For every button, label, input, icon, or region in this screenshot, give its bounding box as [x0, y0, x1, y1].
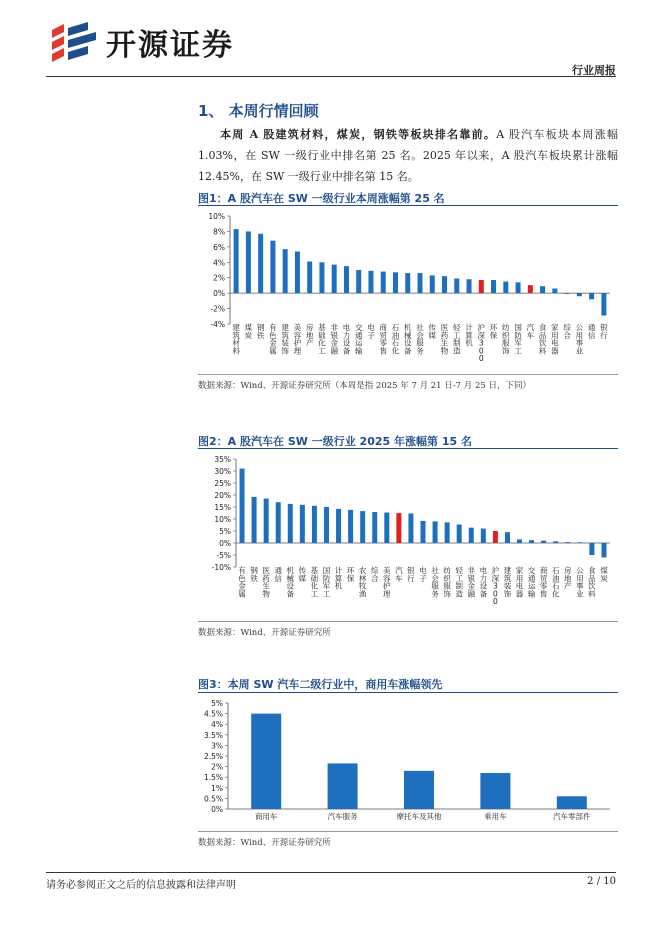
x-tick-label: 农林牧渔 [358, 566, 367, 599]
x-tick-label: 房地产 [564, 566, 572, 591]
bar [577, 293, 582, 296]
bar [528, 285, 533, 293]
bar [396, 513, 401, 543]
y-tick-label: 2% [213, 273, 225, 283]
y-tick-label: 8% [213, 227, 225, 237]
bar [360, 511, 365, 543]
x-tick-label: 沪深 3 0 0 [477, 323, 486, 364]
x-tick-label: 有色金属 [269, 323, 277, 356]
bar [384, 513, 389, 543]
bar [503, 282, 508, 294]
summary-text: A 股汽车板块本周涨幅 1.03%，在 SW 一级行业中排名第 25 名。2025 年以来，A 股汽车板块累计涨幅 12.45%，在 SW 一级行业中排名第 15 名。 [198, 128, 618, 183]
bar [469, 528, 474, 543]
figure-3-chart [198, 693, 618, 831]
bar [601, 543, 606, 557]
x-tick-label: 医药生物 [262, 566, 270, 599]
bar [234, 229, 239, 293]
bar [324, 507, 329, 543]
y-tick-label: 10% [214, 515, 231, 524]
x-tick-label: 计算机 [465, 323, 473, 348]
y-tick-label: 6% [213, 242, 225, 252]
y-tick-label: 2.5% [203, 752, 223, 761]
figure-2-title: 图2：A 股汽车在 SW 一级行业 2025 年涨幅第 15 名 [198, 435, 472, 448]
x-tick-label: 计算机 [334, 566, 343, 591]
bar [264, 499, 269, 543]
bar [408, 513, 413, 543]
x-tick-label: 医药生物 [440, 323, 449, 356]
x-tick-label: 交通运输 [527, 566, 536, 599]
bar [421, 521, 426, 543]
summary-bold: 本周 A 股建筑材料，煤炭，钢铁等板块排名靠前。 [220, 128, 497, 141]
x-tick-label: 建筑材料 [232, 323, 240, 356]
bar [252, 497, 257, 543]
x-tick-label: 公用事业 [575, 323, 584, 356]
footer-disclaimer: 请务必参阅正文之后的信息披露和法律声明 [46, 880, 236, 891]
y-tick-label: 20% [214, 491, 231, 500]
bar [557, 796, 587, 809]
x-tick-label: 银行 [407, 566, 415, 583]
bar [328, 763, 358, 809]
bar [493, 531, 498, 543]
y-tick-label: 15% [214, 503, 231, 512]
x-tick-label: 石油石化 [391, 323, 400, 356]
x-tick-label: 基础化工 [310, 566, 319, 599]
figure-2-chart [198, 449, 618, 621]
x-tick-label: 社会服务 [416, 323, 424, 356]
y-tick-label: 30% [214, 467, 231, 476]
bar [251, 714, 281, 809]
section-title: 1、 本周行情回顾 [198, 102, 319, 120]
x-tick-label: 社会服务 [431, 566, 439, 599]
y-tick-label: -2% [210, 304, 225, 314]
x-tick-label: 房地产 [305, 323, 314, 348]
bar [312, 506, 317, 543]
y-tick-label: 4.5% [203, 709, 223, 719]
x-tick-label: 汽车 [526, 323, 535, 340]
x-tick-label: 商贸零售 [539, 566, 548, 599]
x-tick-label: 通信 [274, 566, 282, 583]
y-tick-label: 1% [211, 783, 223, 793]
bar [336, 509, 341, 543]
chart-3-svg [198, 693, 618, 831]
figure-1-chart [198, 206, 618, 374]
x-tick-label: 环保 [346, 566, 355, 583]
brand-name: 开源证券 [106, 28, 234, 63]
bar [433, 521, 438, 543]
x-tick-label: 环保 [489, 323, 498, 340]
bar [529, 540, 534, 543]
x-tick-label: 电力设备 [479, 566, 488, 599]
bar [480, 773, 510, 809]
bar [541, 541, 546, 543]
bar [405, 273, 410, 293]
x-tick-label: 商用车 [254, 812, 278, 821]
bar [307, 262, 312, 294]
x-tick-label: 纺织服饰 [502, 323, 510, 356]
x-tick-label: 综合 [370, 566, 379, 583]
bar [505, 532, 510, 543]
y-tick-label: 4% [213, 258, 225, 268]
x-tick-label: 钢铁 [256, 323, 265, 340]
bar [270, 241, 275, 293]
x-tick-label: 商贸零售 [379, 323, 387, 356]
bar [283, 249, 288, 293]
bar [404, 771, 434, 809]
chart-1-svg [198, 206, 618, 374]
bar [577, 542, 582, 543]
bar [258, 234, 263, 293]
bar [295, 251, 300, 293]
y-tick-label: 3.5% [203, 730, 223, 740]
y-tick-label: 0% [219, 539, 231, 548]
bar [430, 275, 435, 293]
y-tick-label: 25% [214, 479, 231, 488]
x-tick-label: 非银金融 [330, 323, 338, 356]
x-tick-label: 电力设备 [342, 323, 351, 356]
x-tick-label: 轻工制造 [453, 323, 461, 356]
y-tick-label: -4% [210, 320, 225, 329]
x-tick-label: 建筑装饰 [281, 323, 289, 356]
y-tick-label: 10% [208, 212, 225, 221]
x-tick-label: 轻工制造 [455, 566, 463, 599]
x-tick-label: 交通运输 [354, 323, 363, 356]
x-tick-label: 国防军工 [514, 323, 522, 356]
x-tick-label: 汽车服务 [327, 812, 358, 821]
y-tick-label: 1.5% [203, 773, 223, 783]
bar [418, 273, 423, 293]
x-tick-label: 建筑装饰 [503, 566, 512, 599]
x-tick-label: 煤炭 [244, 323, 253, 340]
y-tick-label: 0.5% [203, 794, 223, 804]
chart-2-svg [198, 449, 618, 621]
x-tick-label: 美容护理 [293, 323, 302, 356]
x-tick-label: 通信 [587, 323, 596, 340]
bar [372, 512, 377, 543]
x-tick-label: 国防军工 [322, 566, 331, 599]
bar [552, 289, 557, 294]
bar [601, 293, 606, 315]
x-tick-label: 沪深 3 0 0 [491, 566, 500, 607]
bar [491, 280, 496, 293]
x-tick-label: 美容护理 [383, 566, 391, 599]
y-tick-label: 3% [211, 741, 223, 751]
x-tick-label: 汽车 [395, 566, 403, 583]
x-tick-label: 公用事业 [576, 566, 584, 599]
figure-3-title: 图3：本周 SW 汽车二级行业中，商用车涨幅领先 [198, 678, 443, 691]
figure-3-source: 数据来源：Wind、开源证券研究所 [198, 838, 331, 848]
figure-2-source: 数据来源：Wind、开源证券研究所 [198, 628, 331, 638]
x-tick-label: 基础化工 [318, 323, 326, 356]
bar [442, 276, 447, 293]
header-divider [46, 76, 616, 77]
bar [553, 541, 558, 543]
y-tick-label: 4% [211, 720, 223, 730]
summary-paragraph [198, 124, 618, 187]
figure-2-bottom-rule [198, 621, 618, 622]
bar [467, 279, 472, 293]
footer-divider [46, 872, 616, 873]
bar [240, 469, 245, 543]
x-tick-label: 摩托车及其他 [396, 812, 442, 821]
x-tick-label: 非银金融 [467, 566, 476, 599]
bar [589, 293, 594, 299]
y-tick-label: 0% [213, 289, 225, 299]
x-tick-label: 煤炭 [600, 566, 608, 583]
bar [276, 502, 281, 543]
bar [356, 270, 361, 293]
bar [540, 286, 545, 293]
x-tick-label: 家用电器 [515, 566, 524, 599]
bar [393, 272, 398, 293]
bar [516, 282, 521, 293]
figure-1-source: 数据来源：Wind、开源证券研究所（本周是指 2025 年 7 月 21 日-7 月 25 日，下同） [198, 381, 531, 391]
y-tick-label: 5% [211, 699, 223, 708]
x-tick-label: 银行 [600, 323, 608, 340]
y-tick-label: -5% [216, 551, 231, 560]
x-tick-label: 钢铁 [250, 566, 258, 583]
x-tick-label: 传媒 [428, 323, 437, 340]
y-tick-label: 0% [211, 805, 223, 814]
x-tick-label: 综合 [563, 323, 571, 340]
x-tick-label: 食品饮料 [538, 323, 547, 356]
bar [454, 278, 459, 293]
bar [445, 522, 450, 543]
x-tick-label: 家用电器 [551, 323, 559, 356]
x-tick-label: 有色金属 [238, 566, 246, 599]
y-tick-label: -10% [211, 563, 231, 572]
x-tick-label: 石油石化 [551, 566, 560, 599]
bar [368, 271, 373, 293]
y-tick-label: 5% [219, 527, 231, 536]
bar [481, 529, 486, 543]
report-type-label: 行业周报 [572, 64, 616, 77]
x-tick-label: 汽车零部件 [553, 812, 591, 821]
bar [288, 504, 293, 543]
bar [344, 266, 349, 293]
figure-1-bottom-rule [198, 374, 618, 375]
page-number: 2 / 10 [587, 876, 616, 887]
bar [246, 231, 251, 293]
figure-3-bottom-rule [198, 831, 618, 832]
bar [332, 265, 337, 294]
y-tick-label: 35% [214, 455, 231, 464]
bar [457, 525, 462, 543]
figure-1-title: 图1：A 股汽车在 SW 一级行业本周涨幅第 25 名 [198, 192, 445, 205]
bar [348, 510, 353, 543]
bar [517, 539, 522, 543]
x-tick-label: 电子 [419, 566, 427, 583]
x-tick-label: 纺织服饰 [443, 566, 451, 599]
bar [589, 543, 594, 555]
x-tick-label: 乘用车 [484, 812, 507, 821]
bar [381, 272, 386, 294]
bar [300, 505, 305, 543]
bar [479, 280, 484, 293]
bar [565, 542, 570, 543]
x-tick-label: 传媒 [298, 566, 307, 583]
brand-logo [48, 20, 234, 64]
x-tick-label: 机械设备 [286, 566, 295, 599]
x-tick-label: 食品饮料 [588, 566, 596, 599]
bar [319, 262, 324, 293]
bar [565, 293, 570, 294]
brand-logo-icon [48, 20, 100, 64]
x-tick-label: 机械设备 [403, 323, 412, 356]
y-tick-label: 2% [211, 762, 223, 772]
x-tick-label: 电子 [367, 323, 375, 340]
